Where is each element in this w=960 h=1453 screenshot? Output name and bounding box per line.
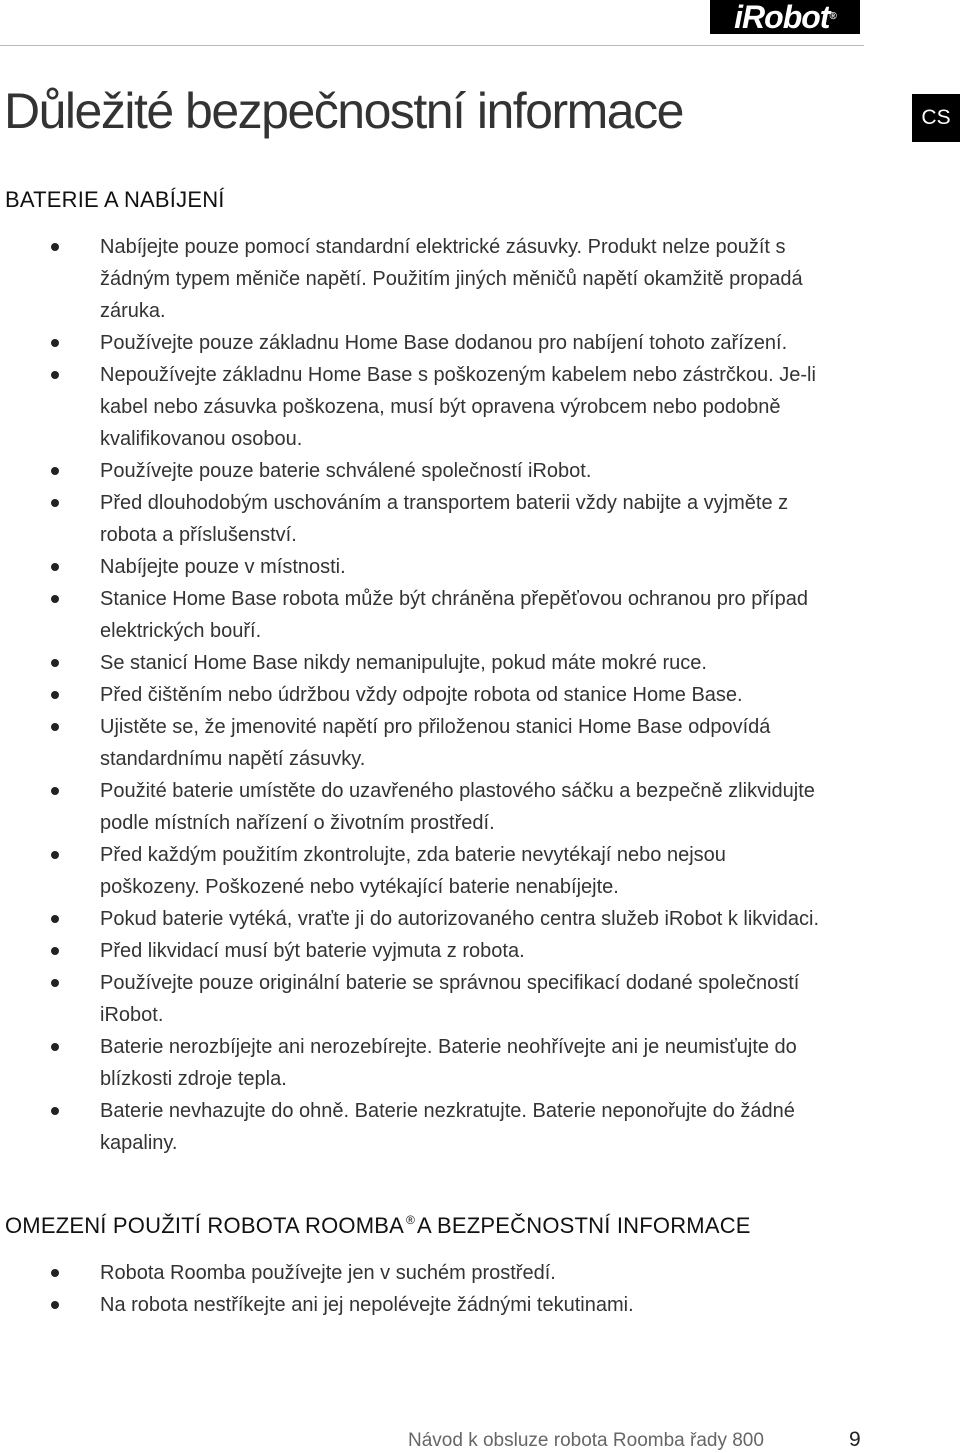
header-divider: [0, 45, 864, 46]
list-item: Používejte pouze originální baterie se správnou specifikací dodané společností iRobot.: [0, 967, 860, 1031]
list-item: Před čištěním nebo údržbou vždy odpojte robota od stanice Home Base.: [0, 679, 860, 711]
battery-safety-list: [0, 231, 860, 1159]
list-item: Baterie nevhazujte do ohně. Baterie nezkratujte. Baterie neponořujte do žádné kapaliny.: [0, 1095, 860, 1159]
list-item: Stanice Home Base robota může být chráněna přepěťovou ochranou pro případ elektrických bouří.: [0, 583, 860, 647]
logo-text: iRobot: [734, 0, 830, 35]
roomba-usage-list: [0, 1257, 860, 1321]
list-item: Používejte pouze základnu Home Base dodanou pro nabíjení tohoto zařízení.: [0, 327, 860, 359]
list-item: Před každým použitím zkontrolujte, zda baterie nevytékají nebo nejsou poškozeny. Poškozené nebo vytékající baterie nenabíjejte.: [0, 839, 860, 903]
list-item: Se stanicí Home Base nikdy nemanipulujte, pokud máte mokré ruce.: [0, 647, 860, 679]
list-item: Robota Roomba používejte jen v suchém prostředí.: [0, 1257, 860, 1289]
heading-part2: A BEZPEČNOSTNÍ INFORMACE: [417, 1213, 751, 1238]
list-item: Před dlouhodobým uschováním a transportem baterii vždy nabijte a vyjměte z robota a příslušenství.: [0, 487, 860, 551]
list-item: Na robota nestříkejte ani jej nepolévejte žádnými tekutinami.: [0, 1289, 860, 1321]
list-item: Ujistěte se, že jmenovité napětí pro přiloženou stanici Home Base odpovídá standardnímu napětí zásuvky.: [0, 711, 860, 775]
registered-mark: ®: [405, 1213, 416, 1227]
list-item: Používejte pouze baterie schválené společností iRobot.: [0, 455, 860, 487]
list-item: Baterie nerozbíjejte ani nerozebírejte. Baterie neohřívejte ani je neumisťujte do blízkosti zdroje tepla.: [0, 1031, 860, 1095]
irobot-logo: [710, 0, 860, 34]
list-item: Nabíjejte pouze pomocí standardní elektrické zásuvky. Produkt nelze použít s žádným typem měniče napětí. Použitím jiných měničů napětí okamžitě propadá záruka.: [0, 231, 860, 327]
footer-manual-title: Návod k obsluze robota Roomba řady 800: [408, 1430, 764, 1451]
language-badge: CS: [912, 94, 960, 142]
page-number: 9: [849, 1428, 861, 1451]
section-heading-roomba-usage: [5, 1213, 751, 1239]
list-item: Nepoužívejte základnu Home Base s poškozeným kabelem nebo zástrčkou. Je-li kabel nebo zásuvka poškozena, musí být opravena výrobcem nebo podobně kvalifikovanou osobou.: [0, 359, 860, 455]
heading-part1: OMEZENÍ POUŽITÍ ROBOTA ROOMBA: [5, 1213, 404, 1238]
list-item: Nabíjejte pouze v místnosti.: [0, 551, 860, 583]
section-heading-battery: BATERIE A NABÍJENÍ: [5, 187, 225, 212]
list-item: Před likvidací musí být baterie vyjmuta z robota.: [0, 935, 860, 967]
logo-registered-mark: ®: [829, 11, 836, 22]
list-item: Použité baterie umístěte do uzavřeného plastového sáčku a bezpečně zlikvidujte podle místních nařízení o životním prostředí.: [0, 775, 860, 839]
page-title: Důležité bezpečnostní informace: [4, 83, 683, 139]
list-item: Pokud baterie vytéká, vraťte ji do autorizovaného centra služeb iRobot k likvidaci.: [0, 903, 860, 935]
